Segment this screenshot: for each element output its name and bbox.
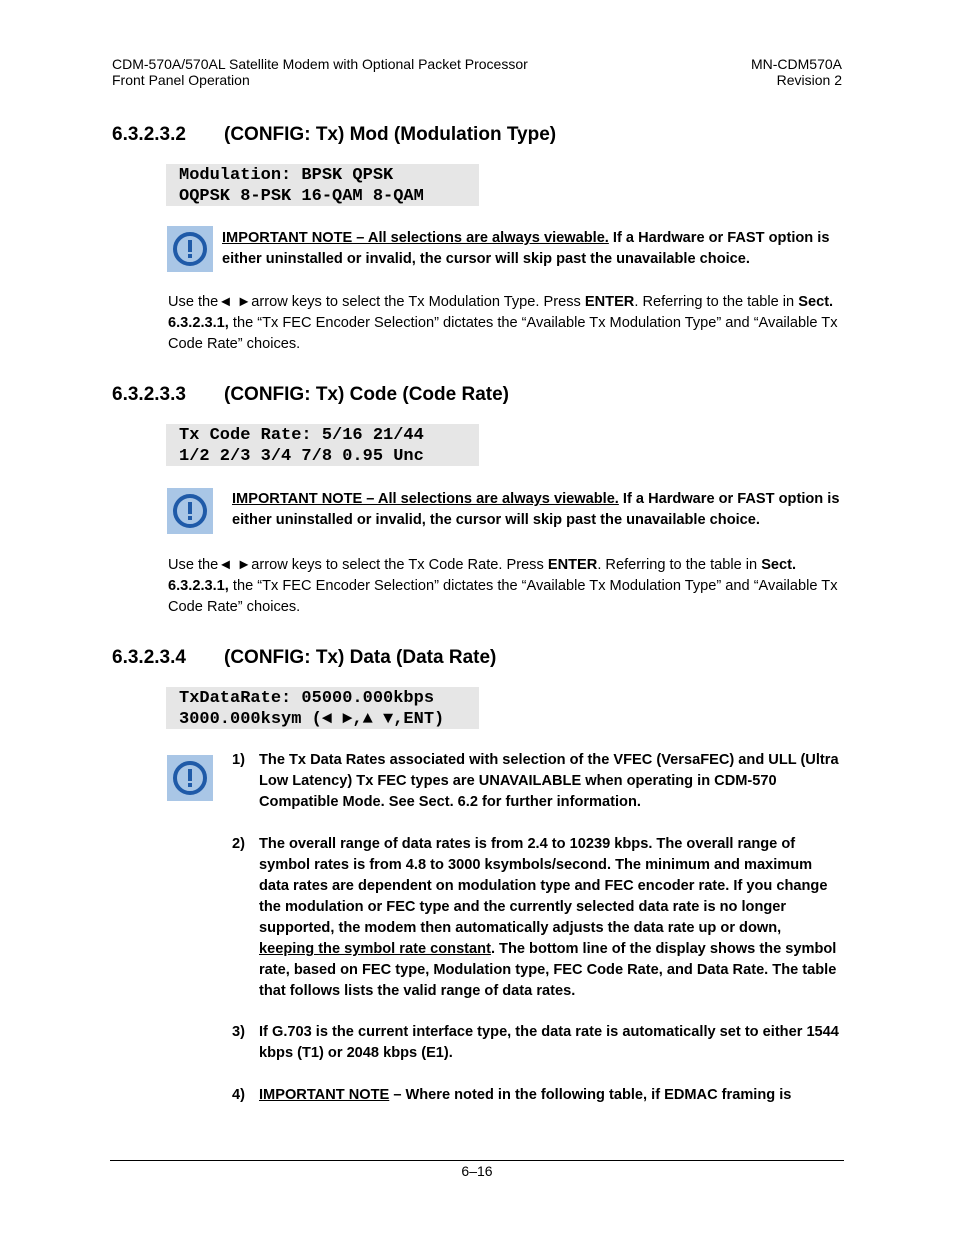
header-subtitle: Front Panel Operation bbox=[112, 72, 250, 88]
header-doc-number: MN-CDM570A bbox=[750, 56, 842, 72]
list-number: 2) bbox=[232, 836, 245, 852]
important-note-code-rate bbox=[232, 489, 844, 531]
display-line-2: OQPSK 8-PSK 16-QAM 8-QAM bbox=[179, 187, 424, 206]
front-panel-display-modulation bbox=[166, 164, 479, 206]
section-heading-data-rate bbox=[112, 647, 496, 669]
section-title: (CONFIG: Tx) Mod (Modulation Type) bbox=[224, 124, 557, 145]
important-note-modulation bbox=[222, 228, 844, 270]
header-revision: Revision 2 bbox=[776, 72, 842, 88]
information-icon bbox=[167, 755, 213, 801]
list-text-part: . The bottom line of the display shows the symbol rate, based on FEC type, Modulation type, FEC Code Rate, and Data Rate. The table that follows lists the valid range of data rates. bbox=[259, 941, 837, 999]
running-header-right bbox=[751, 56, 842, 88]
section-number: 6.3.2.3.4 bbox=[112, 647, 186, 668]
list-text-underlined: IMPORTANT NOTE bbox=[259, 1087, 390, 1103]
list-text-part: The overall range of data rates is from 2.4 to 10239 kbps. The overall range of symbol rates is from 4.8 to 3000 ksymbols/second. The minimum and maximum data rates are dependent on modulation type and FEC encoder rate. If you change the modulation or FEC type and the currently selected data rate is no longer supported, the modem then automatically adjusts the data rate up or down, bbox=[259, 836, 828, 936]
list-text bbox=[259, 834, 839, 1002]
front-panel-display-data-rate bbox=[166, 687, 479, 729]
body-paragraph-code-rate bbox=[168, 555, 848, 618]
body-text: Use the◄ ►arrow keys to select the Tx Modulation Type. Press bbox=[168, 294, 585, 310]
section-title: (CONFIG: Tx) Code (Code Rate) bbox=[224, 384, 509, 405]
section-number: 6.3.2.3.2 bbox=[112, 124, 186, 145]
list-text-underlined: keeping the symbol rate constant bbox=[259, 941, 491, 957]
running-header-left bbox=[112, 56, 528, 88]
display-line-1: Tx Code Rate: 5/16 21/44 bbox=[179, 426, 424, 445]
note-text: If a Hardware or FAST option is either uninstalled or invalid, the cursor will skip past the unavailable choice. bbox=[222, 230, 830, 267]
section-title: (CONFIG: Tx) Data (Data Rate) bbox=[224, 647, 497, 668]
footer-divider bbox=[110, 1160, 844, 1161]
section-number: 6.3.2.3.3 bbox=[112, 384, 186, 405]
body-text: . Referring to the table in bbox=[634, 294, 799, 310]
body-text: . Referring to the table in bbox=[597, 557, 762, 573]
display-line-2: 3000.000ksym (◄ ►,▲ ▼,ENT) bbox=[179, 710, 445, 729]
page-number: 6–16 bbox=[461, 1163, 493, 1179]
list-number: 1) bbox=[232, 752, 245, 768]
display-line-1: Modulation: BPSK QPSK bbox=[179, 166, 394, 185]
front-panel-display-code-rate bbox=[166, 424, 479, 466]
body-text: the “Tx FEC Encoder Selection” dictates the “Available Tx Modulation Type” and “Available Tx Code Rate” choices. bbox=[168, 578, 838, 615]
section-heading-modulation bbox=[112, 124, 556, 146]
header-title: CDM-570A/570AL Satellite Modem with Optional Packet Processor bbox=[112, 56, 528, 72]
list-text: The Tx Data Rates associated with selection of the VFEC (VersaFEC) and ULL (Ultra Low Latency) Tx FEC types are UNAVAILABLE when operating in CDM-570 Compatible Mode. See Sect. 6.2 for further information. bbox=[259, 752, 839, 810]
body-paragraph-modulation bbox=[168, 292, 848, 355]
note-label: IMPORTANT NOTE – All selections are always viewable. bbox=[232, 491, 619, 507]
information-icon bbox=[167, 488, 213, 534]
list-number: 3) bbox=[232, 1024, 245, 1040]
section-reference: Sect. 6.3.2.3.1, bbox=[168, 294, 834, 331]
display-line-1: TxDataRate: 05000.000kbps bbox=[179, 689, 435, 708]
body-text: Use the◄ ►arrow keys to select the Tx Code Rate. Press bbox=[168, 557, 548, 573]
note-label: IMPORTANT NOTE – All selections are always viewable. bbox=[222, 230, 609, 246]
enter-key-label: ENTER bbox=[547, 557, 598, 573]
list-text-part: – Where noted in the following table, if EDMAC framing is bbox=[389, 1087, 792, 1103]
note-text: If a Hardware or FAST option is either uninstalled or invalid, the cursor will skip past the unavailable choice. bbox=[232, 491, 840, 528]
section-reference: Sect. 6.3.2.3.1, bbox=[168, 557, 797, 594]
section-heading-code-rate bbox=[112, 384, 509, 406]
body-text: the “Tx FEC Encoder Selection” dictates the “Available Tx Modulation Type” and “Available Tx Code Rate” choices. bbox=[168, 315, 838, 352]
enter-key-label: ENTER bbox=[584, 294, 635, 310]
list-text: If G.703 is the current interface type, the data rate is automatically set to either 1544 kbps (T1) or 2048 kbps (E1). bbox=[259, 1024, 839, 1061]
list-text bbox=[259, 1085, 839, 1106]
display-line-2: 1/2 2/3 3/4 7/8 0.95 Unc bbox=[179, 447, 424, 466]
list-number: 4) bbox=[232, 1087, 245, 1103]
information-icon bbox=[167, 226, 213, 272]
